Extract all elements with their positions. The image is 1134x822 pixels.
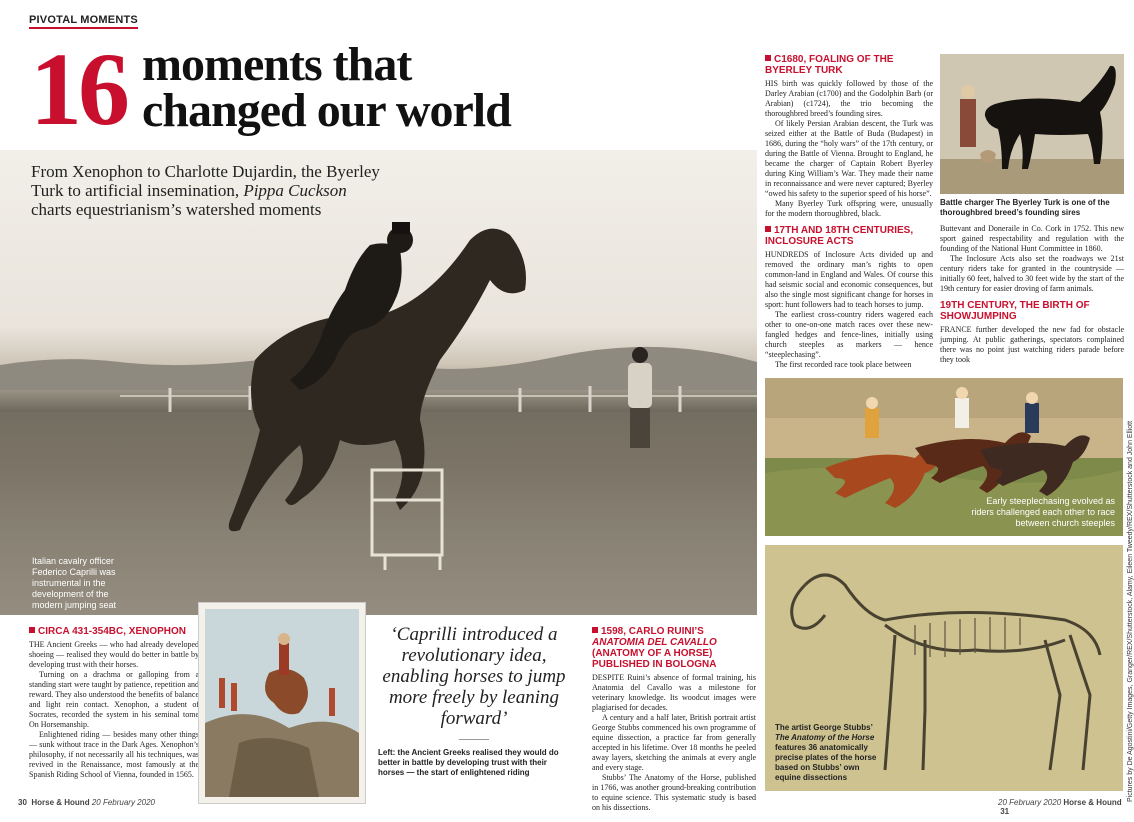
greek-painting bbox=[199, 603, 365, 803]
steeplechase-painting bbox=[765, 378, 1123, 536]
inclosure-paragraph: The earliest cross-country riders wagered each other to one-on-one match races over these new-fangled hedges and fence-lines, initially using church steeples as markers — hence “steeplechasing”. bbox=[765, 310, 933, 359]
ruini-paragraph: Stubbs’ The Anatomy of the Horse, published in 1766, was another ground-breaking contribution to equine science. This systematic study is based on his dissections. bbox=[592, 773, 756, 812]
section-kicker: PIVOTAL MOMENTS bbox=[29, 14, 138, 29]
headline bbox=[142, 38, 511, 137]
inclosure-paragraph: The first recorded race took place between bbox=[775, 360, 912, 369]
ruini-heading-italic: ANATOMIA DEL CAVALLO bbox=[592, 637, 717, 648]
page-number-right: 31 bbox=[1000, 807, 1010, 816]
inclosure-paragraph: The Inclosure Acts also set the roadways we 21st century riders take for granted in the countryside — initially 60 feet, halved to 30 feet wide by the start of the 19th century for easier droving of farm animals. bbox=[940, 254, 1124, 293]
inclosure-cont-body bbox=[940, 224, 1124, 294]
headline-line-2: changed our world bbox=[142, 84, 511, 137]
inclosure-paragraph: Buttevant and Doneraile in Co. Cork in 1752. This new sport gained respectability and regulation with the founding of the National Hunt Committee in 1860. bbox=[940, 224, 1124, 253]
greek-rider-illustration bbox=[199, 603, 365, 803]
standfirst-text-end: charts equestrianism’s watershed moments bbox=[31, 200, 322, 219]
byerley-paragraph: Of likely Persian Arabian descent, the Turk was seized either at the Battle of Buda (Budapest) in 1686, during the “holy wars” of the 17th century, or during the Battle of Vienna. Brought to England, he became the charger of Captain Robert Byerley during King William’s War. They made their name in reconnaissance and were never captured; Byerley “owed his safety to the superior speed of his horse”. bbox=[765, 119, 933, 198]
xenophon-paragraph: THE Ancient Greeks — who had already developed shoeing — realised they would do better in battle by developing trust with their horses. bbox=[29, 640, 199, 669]
byerley-turk-painting bbox=[940, 54, 1124, 194]
xenophon-section bbox=[29, 626, 199, 780]
headline-line-1: moments that bbox=[142, 38, 412, 91]
bullet-square-icon bbox=[765, 55, 771, 61]
byerley-heading-text: C1680, FOALING OF THE BYERLEY TURK bbox=[765, 54, 894, 76]
byerley-paragraph: HIS birth was quickly followed by those of the Darley Arabian (c1700) and the Godolphin Barb (or Arabian) (c1724), the trio becoming the thoroughbred breed’s founding sires. bbox=[765, 79, 933, 118]
xenophon-paragraph: Enlightened riding — besides many other things — sunk without trace in the Dark Ages. Xenophon’s philosophy, if not necessarily all his techniques, was revived in the Renaissance, most famously at the Spanish Riding School of Vienna, founded in 1565. bbox=[29, 730, 199, 779]
ruini-heading-text-end: (ANATOMY OF A HORSE) PUBLISHED IN BOLOGNA bbox=[592, 648, 717, 670]
bullet-square-icon bbox=[29, 627, 35, 633]
byerley-section bbox=[765, 54, 933, 370]
folio-right bbox=[998, 798, 1134, 816]
ruini-paragraph: A century and a half later, British portrait artist George Stubbs commenced his own programme of equine dissection, a practice far from generally accepted in his lifetime. Over 18 months he peeled away layers, sketching the animals at every angle and every stage. bbox=[592, 713, 756, 772]
xenophon-paragraph: Turning on a drachma or galloping from a standing start were taught by patience, repetition and reward. They also understood the benefits of balance and light rein contact. Xenophon, a student of Socrates, recorded the system in his seminal tome On Horsemanship. bbox=[29, 670, 199, 729]
inclosure-heading-text: 17TH AND 18TH CENTURIES, INCLOSURE ACTS bbox=[765, 225, 914, 247]
folio-left bbox=[18, 798, 155, 807]
stubbs-plate bbox=[765, 545, 1123, 791]
stubbs-caption-title: The Anatomy of the Horse bbox=[775, 733, 875, 742]
picture-credits: Pictures by De Agostini/Getty Images, Granger/REX/Shutterstock, Alamy, Eileen Tweedy/REX/Shutterstock and John Elliott bbox=[1127, 420, 1134, 802]
steeplechase-caption: Early steeplechasing evolved as riders challenged each other to race between church steeples bbox=[971, 496, 1115, 528]
greek-painting-caption: Left: the Ancient Greeks realised they would do better in battle by developing trust with their horses — the start of enlightened riding bbox=[378, 748, 559, 777]
stubbs-caption-text-end: features 36 anatomically precise plates of the horse based on Stubbs’ own equine dissections bbox=[775, 743, 877, 782]
ruini-heading-text: 1598, CARLO RUINI’S bbox=[601, 626, 704, 637]
inclosure-paragraph: HUNDREDS of Inclosure Acts divided up and removed the ordinary man’s rights to open common-land in England and Wales. Of course this had seismic social and economic consequences, but also the single most significant change for horses in sport: hunt followers had to teach horses to jump. bbox=[765, 250, 933, 309]
magazine-name-left: Horse & Hound bbox=[31, 798, 90, 807]
issue-date-left: 20 February 2020 bbox=[91, 798, 155, 807]
inclosure-heading bbox=[765, 225, 933, 247]
byerley-body bbox=[765, 79, 933, 219]
stubbs-caption bbox=[775, 723, 885, 783]
pull-quote-block bbox=[378, 624, 570, 778]
quote-divider bbox=[459, 739, 489, 740]
byerley-heading bbox=[765, 54, 933, 76]
magazine-name-right: Horse & Hound bbox=[1063, 798, 1122, 807]
inclosure-body bbox=[765, 250, 933, 370]
issue-date-right: 20 February 2020 bbox=[998, 798, 1062, 807]
black-horse-illustration bbox=[940, 54, 1124, 194]
standfirst bbox=[31, 162, 391, 219]
ruini-body bbox=[592, 673, 756, 813]
headline-number: 16 bbox=[30, 32, 126, 147]
showjumping-heading: 19TH CENTURY, THE BIRTH OF SHOWJUMPING bbox=[940, 300, 1090, 322]
showjumping-body bbox=[940, 325, 1124, 365]
inclosure-continued bbox=[940, 224, 1124, 365]
byerley-caption: Battle charger The Byerley Turk is one of the thoroughbred breed’s founding sires bbox=[940, 198, 1110, 217]
page-number-left: 30 bbox=[18, 798, 27, 807]
byerley-paragraph: Many Byerley Turk offspring were, unusually for the modern thoroughbred, black. bbox=[765, 199, 933, 218]
xenophon-heading bbox=[29, 626, 199, 637]
caprilli-jump-illustration bbox=[0, 150, 757, 615]
ruini-heading bbox=[592, 626, 756, 670]
xenophon-heading-text: CIRCA 431-354BC, XENOPHON bbox=[38, 626, 187, 637]
main-photo bbox=[0, 150, 757, 615]
ruini-paragraph: DESPITE Ruini’s absence of formal training, his Anatomia del Cavallo was a milestone for veterinary knowledge. Its woodcut images were plagiarised for decades. bbox=[592, 673, 756, 712]
pull-quote: ‘Caprilli introduced a revolutionary idea, enabling horses to jump more freely by leaning forward’ bbox=[382, 624, 566, 729]
stubbs-caption-text: The artist George Stubbs’ bbox=[775, 723, 873, 732]
bullet-square-icon bbox=[765, 226, 771, 232]
standfirst-text: From Xenophon to Charlotte Dujardin, the Byerley Turk to artificial insemination, bbox=[31, 162, 380, 200]
main-photo-caption: Italian cavalry officer Federico Caprilli was instrumental in the development of the modern jumping seat bbox=[32, 556, 117, 610]
ruini-section bbox=[592, 626, 756, 813]
bullet-square-icon bbox=[592, 627, 598, 633]
standfirst-author: Pippa Cuckson bbox=[243, 181, 347, 200]
xenophon-body bbox=[29, 640, 199, 780]
showjumping-paragraph: FRANCE further developed the new fad for obstacle jumping. At public gatherings, spectators complained there was no point just watching riders parade before they took bbox=[940, 325, 1124, 364]
